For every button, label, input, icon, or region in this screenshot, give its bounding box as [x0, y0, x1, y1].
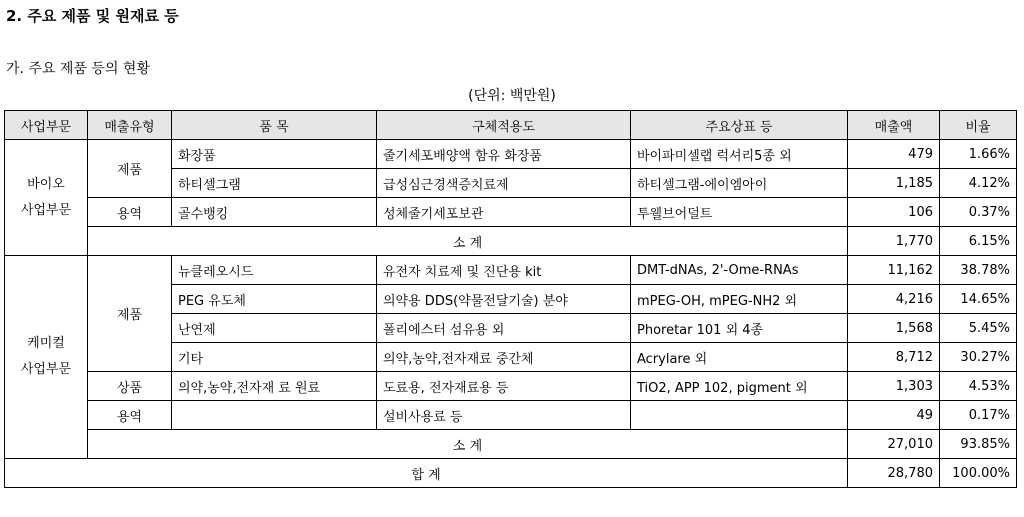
subtotal-sales: 1,770 — [848, 227, 940, 256]
header-item: 품 목 — [172, 111, 377, 140]
total-label: 합 계 — [5, 459, 848, 488]
use-cell: 성체줄기세포보관 — [377, 198, 631, 227]
segment-label: 사업부문 — [20, 362, 72, 377]
sales-type-cell: 용역 — [88, 198, 172, 227]
sales-cell: 11,162 — [848, 256, 940, 285]
brand-cell: 바이파미셀랩 럭셔리5종 외 — [631, 140, 848, 169]
ratio-cell: 4.12% — [940, 169, 1017, 198]
brand-cell — [631, 401, 848, 430]
header-sales-type: 매출유형 — [88, 111, 172, 140]
sales-cell: 49 — [848, 401, 940, 430]
item-cell: 골수뱅킹 — [172, 198, 377, 227]
sales-cell: 106 — [848, 198, 940, 227]
brand-cell: Phoretar 101 외 4종 — [631, 314, 848, 343]
sales-type-cell: 상품 — [88, 372, 172, 401]
segment-label: 사업부문 — [20, 202, 72, 218]
subtotal-label: 소 계 — [88, 227, 848, 256]
brand-cell: mPEG-OH, mPEG-NH2 외 — [631, 285, 848, 314]
segment-label: 바이오 — [27, 176, 65, 192]
ratio-cell: 14.65% — [940, 285, 1017, 314]
total-sales: 28,780 — [848, 459, 940, 488]
use-cell: 줄기세포배양액 함유 화장품 — [377, 140, 631, 169]
item-cell: 기타 — [172, 343, 377, 372]
use-cell: 의약용 DDS(약물전달기술) 분야 — [377, 285, 631, 314]
segment-cell-bio — [5, 140, 88, 256]
segment-cell-chemical — [5, 256, 88, 459]
unit-label: (단위: 백만원) — [468, 88, 556, 104]
subtotal-row — [5, 227, 1017, 256]
sales-cell: 1,568 — [848, 314, 940, 343]
brand-cell: DMT-dNAs, 2'-Ome-RNAs — [631, 256, 848, 285]
brand-cell: 투웰브어덜트 — [631, 198, 848, 227]
subsection-heading: 가. 주요 제품 등의 현황 — [6, 61, 150, 77]
table-row — [5, 140, 1017, 169]
header-brand: 주요상표 등 — [631, 111, 848, 140]
subtotal-row — [5, 430, 1017, 459]
use-cell: 유전자 치료제 및 진단용 kit — [377, 256, 631, 285]
total-row — [5, 459, 1017, 488]
item-cell: 하티셀그램 — [172, 169, 377, 198]
header-use: 구체적용도 — [377, 111, 631, 140]
use-cell: 도료용, 전자재료용 등 — [377, 372, 631, 401]
item-cell: PEG 유도체 — [172, 285, 377, 314]
subtotal-ratio: 93.85% — [940, 430, 1017, 459]
sales-cell: 1,185 — [848, 169, 940, 198]
products-table — [4, 110, 1017, 488]
brand-cell: TiO2, APP 102, pigment 외 — [631, 372, 848, 401]
header-segment: 사업부문 — [5, 111, 88, 140]
ratio-cell: 0.17% — [940, 401, 1017, 430]
sales-type-cell: 제품 — [88, 256, 172, 372]
use-cell: 의약,농약,전자재료 중간체 — [377, 343, 631, 372]
sales-cell: 1,303 — [848, 372, 940, 401]
ratio-cell: 5.45% — [940, 314, 1017, 343]
subtotal-ratio: 6.15% — [940, 227, 1017, 256]
sales-cell: 4,216 — [848, 285, 940, 314]
table-row — [5, 198, 1017, 227]
use-cell: 급성심근경색증치료제 — [377, 169, 631, 198]
segment-label: 케미컬 — [27, 336, 65, 351]
item-cell: 뉴클레오시드 — [172, 256, 377, 285]
subtotal-sales: 27,010 — [848, 430, 940, 459]
sales-cell: 479 — [848, 140, 940, 169]
ratio-cell: 38.78% — [940, 256, 1017, 285]
sales-type-cell: 제품 — [88, 140, 172, 198]
table-row — [5, 401, 1017, 430]
section-heading: 2. 주요 제품 및 원재료 등 — [6, 7, 179, 25]
sales-cell: 8,712 — [848, 343, 940, 372]
ratio-cell: 30.27% — [940, 343, 1017, 372]
header-ratio: 비율 — [940, 111, 1017, 140]
ratio-cell: 0.37% — [940, 198, 1017, 227]
item-cell: 의약,농약,전자재 료 원료 — [172, 372, 377, 401]
subtotal-label: 소 계 — [88, 430, 848, 459]
sales-type-cell: 용역 — [88, 401, 172, 430]
ratio-cell: 4.53% — [940, 372, 1017, 401]
ratio-cell: 1.66% — [940, 140, 1017, 169]
item-cell: 난연제 — [172, 314, 377, 343]
use-cell: 폴리에스터 섬유용 외 — [377, 314, 631, 343]
total-ratio: 100.00% — [940, 459, 1017, 488]
use-cell: 설비사용료 등 — [377, 401, 631, 430]
item-cell — [172, 401, 377, 430]
header-sales: 매출액 — [848, 111, 940, 140]
item-cell: 화장품 — [172, 140, 377, 169]
table-header-row — [5, 111, 1017, 140]
table-row — [5, 256, 1017, 285]
table-row — [5, 372, 1017, 401]
brand-cell: Acrylare 외 — [631, 343, 848, 372]
brand-cell: 하티셀그램-에이엠아이 — [631, 169, 848, 198]
